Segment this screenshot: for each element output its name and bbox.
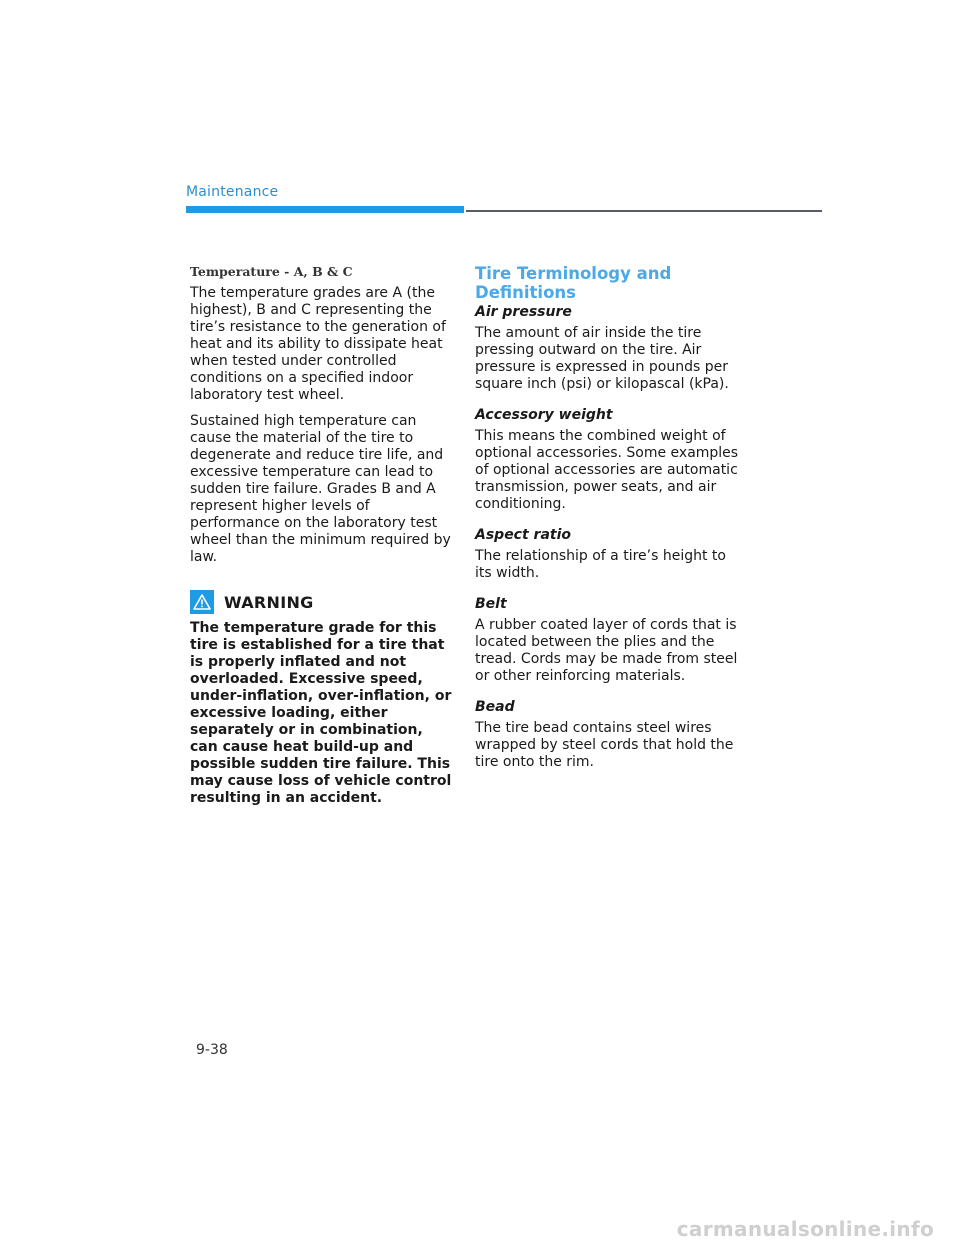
term-accessory-weight: Accessory weight	[475, 407, 613, 423]
warning-title: WARNING	[224, 592, 314, 612]
header-rule	[466, 210, 822, 212]
term-belt: Belt	[475, 596, 507, 612]
definition-bead: The tire bead contains steel wires wrapped by steel cords that hold the tire onto the rim.	[475, 720, 734, 770]
temperature-subheading: Temperature - A, B & C	[190, 264, 353, 279]
term-bead: Bead	[475, 699, 515, 715]
definition-accessory-weight: This means the combined weight of optional accessories. Some examples of optional accessories are automatic transmission, power seats, and air conditioning.	[475, 428, 739, 512]
left-column	[190, 264, 455, 807]
temperature-paragraph-1: The temperature grades are A (the highest), B and C representing the tire’s resistance to the generation of heat and its ability to dissipate heat when tested under controlled conditions on a specified indoor laboratory test wheel.	[190, 285, 446, 403]
header-accent-bar	[186, 206, 464, 213]
tire-terminology-title: Tire Terminology and Definitions	[475, 264, 672, 302]
warning-text: The temperature grade for this tire is established for a tire that is properly inflated and not overloaded. Excessive speed, under-inflation, over-inflation, or excessive loading, either separately or in combination, can cause heat build-up and possible sudden tire failure. This may cause loss of vehicle control resulting in an accident.	[190, 620, 452, 806]
term-aspect-ratio: Aspect ratio	[475, 527, 572, 543]
page-number: 9-38	[196, 1042, 228, 1058]
watermark: carmanualsonline.info	[676, 1217, 934, 1241]
warning-triangle-icon	[190, 590, 214, 614]
right-column	[475, 264, 745, 780]
temperature-paragraph-2: Sustained high temperature can cause the material of the tire to degenerate and reduce tire life, and excessive temperature can lead to sudden tire failure. Grades B and A represent higher levels of performance on the laboratory test wheel than the minimum required by law.	[190, 413, 451, 565]
definition-air-pressure: The amount of air inside the tire pressing outward on the tire. Air pressure is expressed in pounds per square inch (psi) or kilopascal (kPa).	[475, 325, 729, 392]
section-header: Maintenance	[186, 184, 279, 200]
term-air-pressure: Air pressure	[475, 304, 572, 320]
definition-belt: A rubber coated layer of cords that is located between the plies and the tread. Cords may be made from steel or other reinforcing materials.	[475, 617, 738, 684]
warning-header	[190, 590, 455, 614]
definition-aspect-ratio: The relationship of a tire’s height to its width.	[475, 548, 726, 581]
